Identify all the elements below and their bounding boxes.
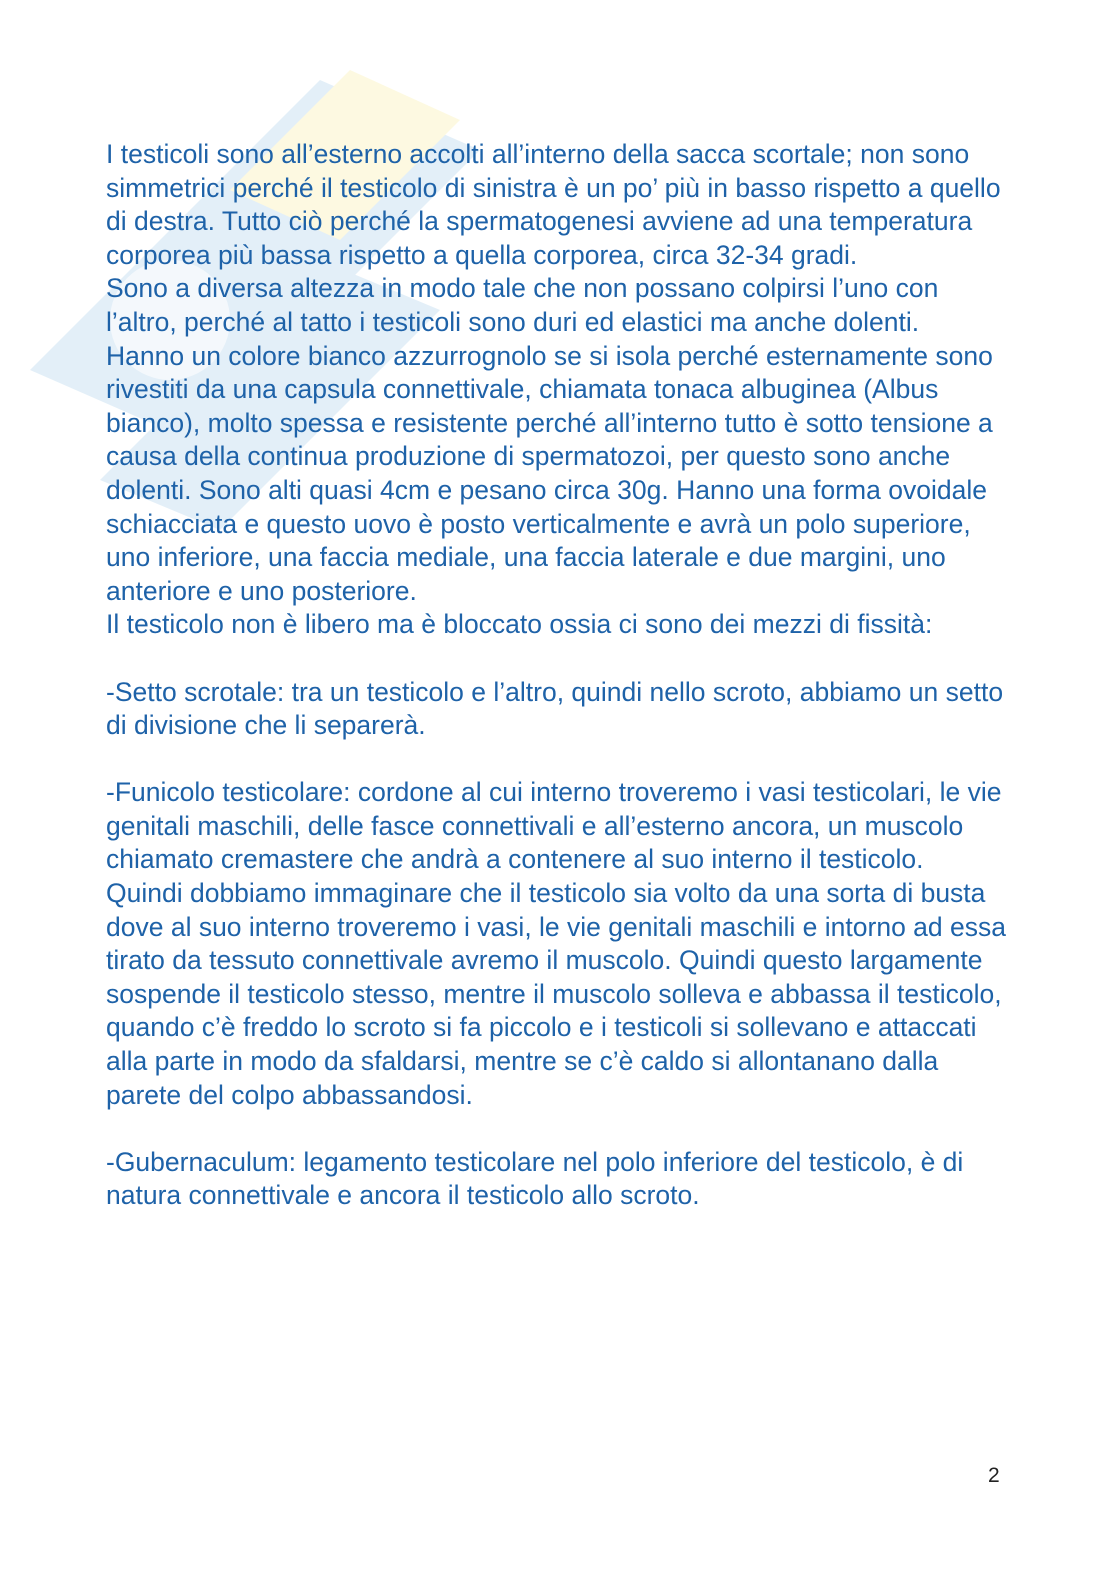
paragraph: Il testicolo non è libero ma è bloccato ossia ci sono dei mezzi di fissità:	[106, 609, 933, 640]
paragraph: I testicoli sono all’esterno accolti all’interno della sacca scortale; non sono simmetrici perché il testicolo di sinistra è un po’ più in basso rispetto a quello di destra. Tutto ciò perché la spermatogenesi avviene ad una temperatura corporea più bassa rispetto a quella corporea, circa 32-34 gradi.	[106, 139, 1001, 270]
paragraph: Hanno un colore bianco azzurrognolo se si isola perché esternamente sono rivestiti da una capsula connettivale, chiamata tonaca albuginea (Albus bianco), molto spessa e resistente perché all’interno tutto è sotto tensione a causa della continua produzione di spermatozoi, per questo sono anche dolenti. Sono alti quasi 4cm e pesano circa 30g. Hanno una forma ovoidale schiacciata e questo uovo è posto verticalmente e avrà un polo superiore, uno inferiore, una faccia mediale, una faccia laterale e due margini, uno anteriore e uno posteriore.	[106, 340, 993, 606]
paragraph: Sono a diversa altezza in modo tale che non possano colpirsi l’uno con l’altro, perché al tatto i testicoli sono duri ed elastici ma anche dolenti.	[106, 273, 939, 337]
list-item: -Funicolo testicolare: cordone al cui interno troveremo i vasi testicolari, le vie genitali maschili, delle fasce connettivali e all’esterno ancora, un muscolo chiamato cremastere che andrà a contenere al suo interno il testicolo. Quindi dobbiamo immaginare che il testicolo sia volto da una sorta di busta dove al suo interno troveremo i vasi, le vie genitali maschili e intorno ad essa tirato da tessuto connettivale avremo il muscolo. Quindi questo largamente sospende il testicolo stesso, mentre il muscolo solleva e abbassa il testicolo, quando c’è freddo lo scroto si fa piccolo e i testicoli si sollevano e attaccati alla parte in modo da sfaldarsi, mentre se c’è caldo si allontanano dalla parete del colpo abbassandosi.	[106, 777, 1006, 1110]
document-body	[106, 138, 1006, 1213]
page-number: 2	[988, 1464, 1000, 1487]
paragraph-spacer	[106, 1112, 1006, 1146]
list-item: -Setto scrotale: tra un testicolo e l’altro, quindi nello scroto, abbiamo un setto di divisione che li separerà.	[106, 676, 1004, 741]
paragraph-spacer	[106, 743, 1006, 777]
list-item: -Gubernaculum: legamento testicolare nel polo inferiore del testicolo, è di natura connettivale e ancora il testicolo allo scroto.	[106, 1146, 964, 1211]
paragraph-spacer	[106, 642, 1006, 676]
